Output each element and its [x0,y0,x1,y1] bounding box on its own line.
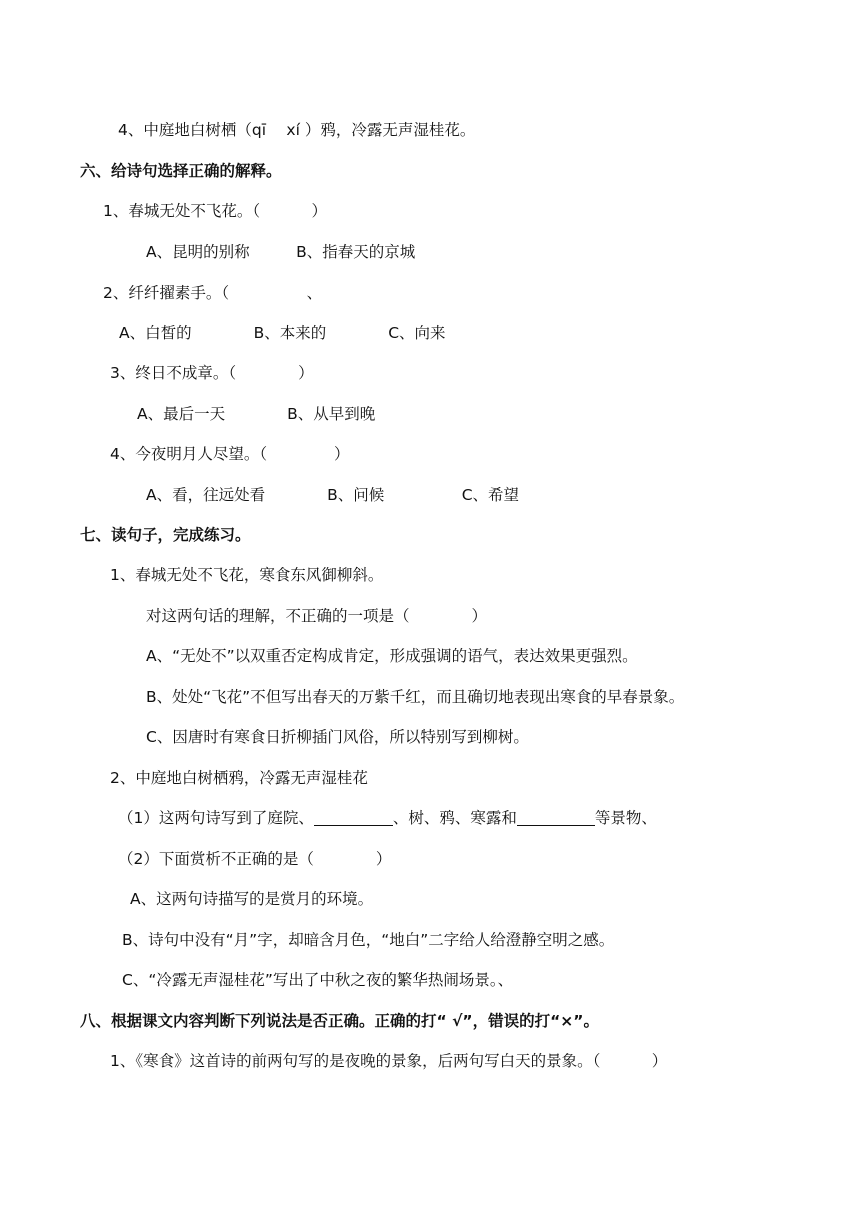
question-line: 4、今夜明月人尽望。（ ） [110,445,350,463]
option-line: B、处处“飞花”不但写出春天的万紫千红，而且确切地表现出寒食的早春景象。 [146,688,685,706]
answer-blank[interactable] [517,809,595,826]
answer-blank[interactable] [314,809,393,826]
question-line: 3、终日不成章。（ ） [110,364,314,382]
option-line: C、因唐时有寒食日折柳插门风俗，所以特别写到柳树。 [146,728,529,746]
option-line: B、诗句中没有“月”字，却暗含月色，“地白”二字给人给澄静空明之感。 [122,931,615,949]
question-line: 1、春城无处不飞花，寒食东风御柳斜。 [110,566,384,584]
section-heading: 七、读句子，完成练习。 [80,526,251,544]
section-heading: 八、根据课文内容判断下列说法是否正确。正确的打“ √”，错误的打“×”。 [80,1012,599,1030]
option-line: A、“无处不”以双重否定构成肯定，形成强调的语气，表达效果更强烈。 [146,647,638,665]
question-line: 1、《寒食》这首诗的前两句写的是夜晚的景象，后两句写白天的景象。（ ） [110,1052,668,1070]
section-heading: 六、给诗句选择正确的解释。 [80,162,282,180]
option-line: A、这两句诗描写的是赏月的环境。 [130,890,374,908]
question-line: 2、纤纤擢素手。（ 、 [103,284,323,302]
fill-in-text: 、树、鸦、寒露和 [392,809,517,827]
option-line: A、昆明的别称 B、指春天的京城 [146,243,416,261]
fill-in-text: （1）这两句诗写到了庭院、 [118,809,314,827]
fill-in-line [118,808,657,828]
option-line: A、看，往远处看 B、问候 C、希望 [146,486,520,504]
option-line: C、“冷露无声湿桂花”写出了中秋之夜的繁华热闹场景。、 [122,971,514,989]
fill-in-text: 等景物、 [594,809,657,827]
question-line: 1、春城无处不飞花。（ ） [103,202,328,220]
question-line: 2、中庭地白树栖鸦，冷露无声湿桂花 [110,769,368,787]
option-line: A、最后一天 B、从早到晚 [137,405,376,423]
option-line: A、白皙的 B、本来的 C、向来 [119,324,446,342]
question-line: （2）下面赏析不正确的是（ ） [118,850,392,868]
question-line: 4、中庭地白树栖（qī xí ）鸦，冷露无声湿桂花。 [118,121,476,139]
question-line: 对这两句话的理解，不正确的一项是（ ） [146,607,488,625]
